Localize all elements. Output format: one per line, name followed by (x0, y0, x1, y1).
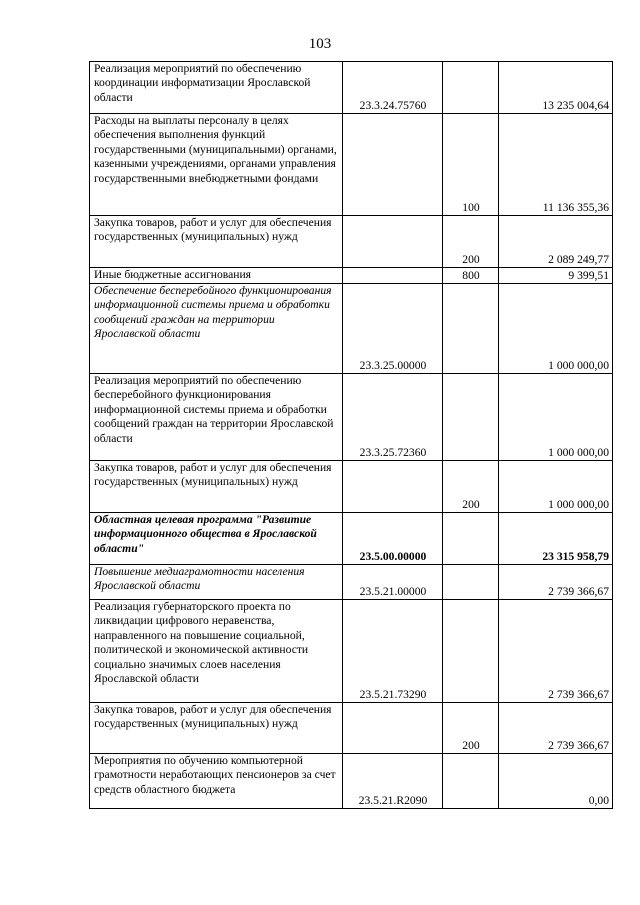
table-row (90, 461, 613, 513)
target-code-cell (343, 114, 443, 216)
amount-cell: 9 399,51 (499, 268, 613, 284)
expense-type-cell: 100 (443, 114, 499, 216)
amount-cell: 11 136 355,36 (499, 114, 613, 216)
expense-name-cell: Закупка товаров, работ и услуг для обеспечения государственных (муниципальных) нужд (90, 703, 343, 754)
target-code-cell: 23.5.21.73290 (343, 600, 443, 703)
target-code-cell (343, 461, 443, 513)
table-row (90, 62, 613, 114)
amount-cell: 23 315 958,79 (499, 513, 613, 565)
expense-name-cell: Повышение медиаграмотности населения Ярославской области (90, 565, 343, 600)
expense-type-cell (443, 513, 499, 565)
amount-cell: 13 235 004,64 (499, 62, 613, 114)
expense-type-cell (443, 62, 499, 114)
amount-cell: 0,00 (499, 754, 613, 809)
table-row (90, 703, 613, 754)
expense-type-cell (443, 565, 499, 600)
budget-table-body (90, 62, 613, 809)
expense-type-cell (443, 600, 499, 703)
table-row (90, 268, 613, 284)
expense-type-cell: 800 (443, 268, 499, 284)
expense-name-cell: Обеспечение бесперебойного функционирования информационной системы приема и обработки сообщений граждан на территории Ярославской области (90, 284, 343, 374)
target-code-cell: 23.3.25.00000 (343, 284, 443, 374)
target-code-cell: 23.5.21.R2090 (343, 754, 443, 809)
amount-cell: 1 000 000,00 (499, 374, 613, 461)
target-code-cell: 23.5.00.00000 (343, 513, 443, 565)
budget-table (89, 61, 613, 809)
target-code-cell (343, 703, 443, 754)
table-row (90, 600, 613, 703)
expense-type-cell: 200 (443, 216, 499, 268)
expense-type-cell (443, 284, 499, 374)
expense-name-cell: Закупка товаров, работ и услуг для обеспечения государственных (муниципальных) нужд (90, 216, 343, 268)
amount-cell: 2 739 366,67 (499, 600, 613, 703)
table-row (90, 216, 613, 268)
table-row (90, 114, 613, 216)
expense-name-cell: Мероприятия по обучению компьютерной грамотности неработающих пенсионеров за счет средств областного бюджета (90, 754, 343, 809)
expense-type-cell (443, 754, 499, 809)
expense-name-cell: Реализация губернаторского проекта по ликвидации цифрового неравенства, направленного на повышение социальной, политической и экономической активности социально значимых слоев населения Ярославской области (90, 600, 343, 703)
expense-name-cell: Областная целевая программа "Развитие информационного общества в Ярославской области" (90, 513, 343, 565)
target-code-cell: 23.3.25.72360 (343, 374, 443, 461)
expense-name-cell: Реализация мероприятий по обеспечению бесперебойного функционирования информационной системы приема и обработки сообщений граждан на территории Ярославской области (90, 374, 343, 461)
table-row (90, 284, 613, 374)
target-code-cell (343, 216, 443, 268)
expense-name-cell: Расходы на выплаты персоналу в целях обеспечения выполнения функций государственными (муниципальными) органами, казенными учреждениями, органами управления государственными внебюджетными фондами (90, 114, 343, 216)
amount-cell: 2 089 249,77 (499, 216, 613, 268)
expense-name-cell: Реализация мероприятий по обеспечению координации информатизации Ярославской области (90, 62, 343, 114)
target-code-cell (343, 268, 443, 284)
expense-type-cell (443, 374, 499, 461)
amount-cell: 2 739 366,67 (499, 703, 613, 754)
table-row (90, 754, 613, 809)
page-number: 103 (308, 36, 332, 52)
table-row (90, 513, 613, 565)
amount-cell: 1 000 000,00 (499, 461, 613, 513)
target-code-cell: 23.3.24.75760 (343, 62, 443, 114)
expense-name-cell: Иные бюджетные ассигнования (90, 268, 343, 284)
amount-cell: 2 739 366,67 (499, 565, 613, 600)
amount-cell: 1 000 000,00 (499, 284, 613, 374)
expense-type-cell: 200 (443, 461, 499, 513)
expense-type-cell: 200 (443, 703, 499, 754)
table-row (90, 374, 613, 461)
expense-name-cell: Закупка товаров, работ и услуг для обеспечения государственных (муниципальных) нужд (90, 461, 343, 513)
target-code-cell: 23.5.21.00000 (343, 565, 443, 600)
table-row (90, 565, 613, 600)
